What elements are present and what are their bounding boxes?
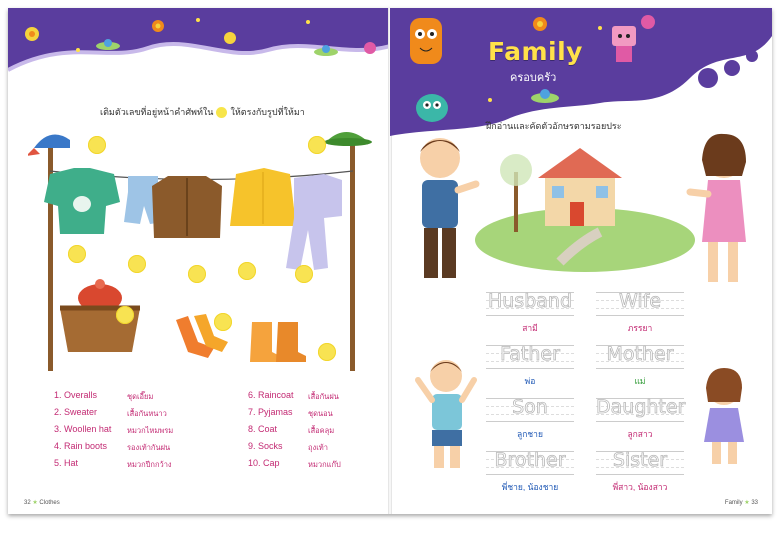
vocab-en: 9. Socks xyxy=(248,441,283,451)
trace-word xyxy=(596,345,684,369)
vocab-item xyxy=(54,458,172,469)
vocab-th: หมวกปีกกว้าง xyxy=(127,460,172,469)
trace-word xyxy=(486,292,574,316)
section-title: Clothes xyxy=(39,500,60,506)
answer-circle[interactable] xyxy=(238,262,256,280)
thai-word xyxy=(595,427,685,441)
trace-word xyxy=(596,398,684,422)
answer-circle[interactable] xyxy=(116,306,134,324)
thai-word xyxy=(485,480,575,494)
trace-text: Father xyxy=(500,343,560,365)
trace-word xyxy=(486,398,574,422)
vocab-item xyxy=(54,441,171,452)
thai-word xyxy=(485,427,575,441)
vocab-th: ชุดเอี๊ยม xyxy=(127,392,154,401)
vocab-item xyxy=(54,424,174,435)
thai-text: ลูกสาว xyxy=(627,429,653,439)
vocab-item xyxy=(248,458,341,469)
thai-text: ลูกชาย xyxy=(517,429,543,439)
thai-text: พ่อ xyxy=(524,376,536,386)
vocab-en: 1. Overalls xyxy=(54,390,98,400)
vocab-th: ถุงเท้า xyxy=(308,443,328,452)
answer-circle[interactable] xyxy=(88,136,106,154)
right-instruction: ฝึกอ่านและคัดตัวอักษรตามรอยประ xyxy=(486,121,622,131)
vocab-th: เสื้อกันฝน xyxy=(308,392,339,401)
vocab-en: 2. Sweater xyxy=(54,407,98,417)
page-number: 33 xyxy=(751,500,758,506)
page-title: Family xyxy=(488,37,583,66)
trace-word xyxy=(596,451,684,475)
vocab-item xyxy=(248,390,339,401)
left-header-banner xyxy=(8,8,390,88)
thai-word xyxy=(595,374,685,388)
vocab-en: 8. Coat xyxy=(248,424,278,434)
book-spread xyxy=(8,8,772,514)
trace-text: Son xyxy=(512,396,548,418)
trace-word xyxy=(486,345,574,369)
vocab-th: รองเท้ากันฝน xyxy=(127,443,171,452)
left-instruction xyxy=(100,105,305,119)
instruction-text: เติมตัวเลขที่อยู่หน้าคำศัพท์ใน xyxy=(100,107,214,117)
answer-circle[interactable] xyxy=(295,265,313,283)
left-page xyxy=(8,8,390,514)
answer-dot-icon xyxy=(216,107,227,118)
thai-text: สามี xyxy=(522,323,538,333)
trace-word xyxy=(486,451,574,475)
answer-circle[interactable] xyxy=(318,343,336,361)
vocab-item xyxy=(248,441,328,452)
vocab-th: ชุดนอน xyxy=(308,409,333,418)
trace-text: Brother xyxy=(494,449,566,471)
thai-word xyxy=(485,374,575,388)
thai-text: แม่ xyxy=(634,376,646,386)
answer-circle[interactable] xyxy=(308,136,326,154)
trace-word xyxy=(596,292,684,316)
family-illustration xyxy=(410,132,760,472)
right-folio: Family ★ 33 xyxy=(724,500,758,506)
thai-word xyxy=(595,321,685,335)
vocab-en: 5. Hat xyxy=(54,458,79,468)
thai-text: ภรรยา xyxy=(627,323,653,333)
thai-word xyxy=(485,321,575,335)
thai-word xyxy=(595,480,685,494)
vocab-th: เสื้อคลุม xyxy=(308,426,335,435)
instruction-suffix: ให้ตรงกับรูปที่ให้มา xyxy=(230,107,305,117)
answer-circle[interactable] xyxy=(128,255,146,273)
answer-circle[interactable] xyxy=(68,245,86,263)
vocab-item xyxy=(248,407,333,418)
left-folio: 32 ★ Clothes xyxy=(24,500,60,506)
trace-text: Wife xyxy=(618,290,662,312)
vocab-en: 7. Pyjamas xyxy=(248,407,293,417)
right-page xyxy=(390,8,772,514)
vocab-item xyxy=(54,390,154,401)
page-number: 32 xyxy=(24,500,31,506)
vocab-th: เสื้อกันหนาว xyxy=(127,409,167,418)
trace-text: Daughter xyxy=(596,396,686,418)
page-title-thai: ครอบครัว xyxy=(510,72,557,84)
vocab-th: หมวกไหมพรม xyxy=(127,426,174,435)
vocab-en: 4. Rain boots xyxy=(54,441,108,451)
vocab-th: หมวกแก๊ป xyxy=(308,460,341,469)
vocab-item xyxy=(248,424,335,435)
section-title: Family xyxy=(724,500,743,506)
vocab-en: 3. Woollen hat xyxy=(54,424,112,434)
answer-circle[interactable] xyxy=(214,313,232,331)
answer-circle[interactable] xyxy=(188,265,206,283)
thai-text: พี่ชาย, น้องชาย xyxy=(501,482,559,492)
trace-text: Sister xyxy=(612,449,668,471)
vocab-en: 6. Raincoat xyxy=(248,390,294,400)
thai-text: พี่สาว, น้องสาว xyxy=(612,482,668,492)
vocab-item xyxy=(54,407,167,418)
trace-text: Husband xyxy=(487,290,573,312)
trace-text: Mother xyxy=(606,343,674,365)
vocab-en: 10. Cap xyxy=(248,458,280,468)
